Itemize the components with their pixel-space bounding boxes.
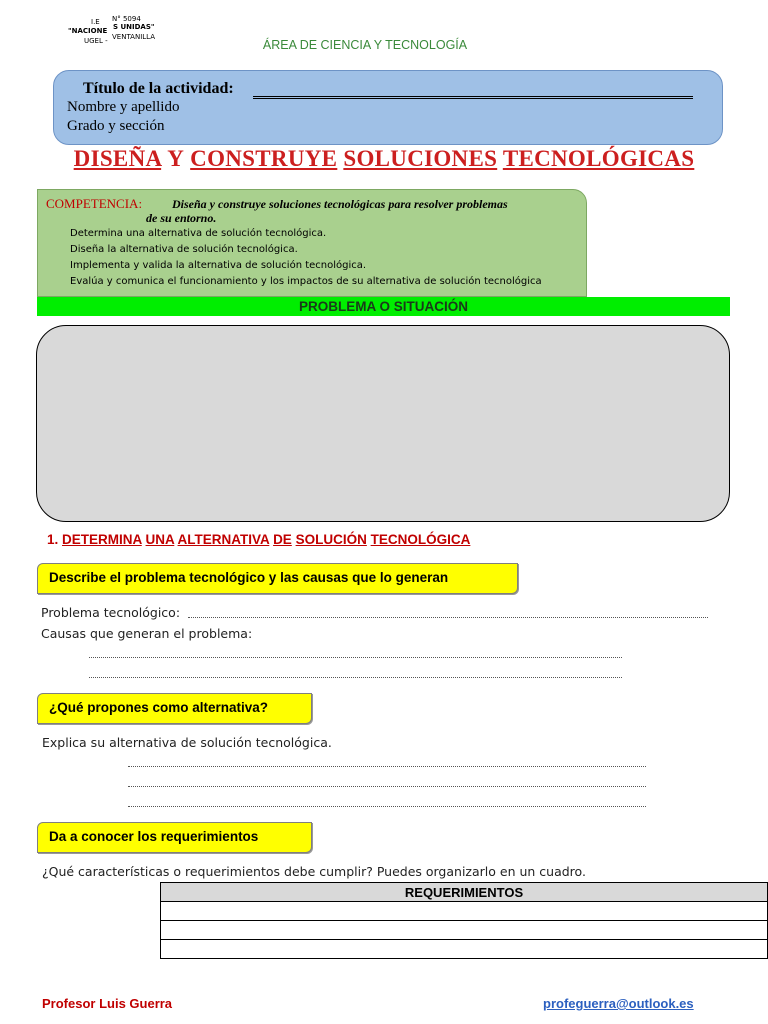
cause-answer-line[interactable] — [89, 677, 622, 678]
footer-email-link[interactable]: profeguerra@outlook.es — [543, 996, 694, 1011]
requirements-tag: Da a conocer los requerimientos — [37, 822, 312, 853]
section-1-heading: 1. DETERMINA UNA ALTERNATIVA DE SOLUCIÓN TECNOLÓGICA — [47, 532, 471, 547]
area-title: ÁREA DE CIENCIA Y TECNOLOGÍA — [262, 38, 468, 52]
competence-text-1: Diseña y construye soluciones tecnológicas para resolver problemas — [172, 197, 508, 211]
table-row[interactable] — [161, 921, 768, 940]
heading-word: Y — [167, 146, 185, 171]
table-row[interactable] — [161, 940, 768, 959]
cause-answer-line[interactable] — [89, 657, 622, 658]
situation-text-area[interactable] — [36, 325, 730, 522]
competence-label: COMPETENCIA: — [46, 196, 143, 211]
heading-word: SOLUCIONES — [343, 146, 498, 171]
activity-title-label: Título de la actividad: — [83, 80, 234, 97]
school-ugel: UGEL - — [84, 37, 108, 45]
competence-text-2: de su entorno. — [146, 211, 217, 225]
competence-item: Implementa y valida la alternativa de solución tecnológica. — [70, 260, 367, 271]
competence-item: Diseña la alternativa de solución tecnológica. — [70, 244, 298, 255]
competence-item: Determina una alternativa de solución tecnológica. — [70, 228, 327, 239]
school-name-2: S UNIDAS" — [113, 23, 155, 31]
requirements-question: ¿Qué características o requerimientos debe cumplir? Puedes organizarlo en un cuadro. — [42, 864, 586, 879]
school-ie: I.E — [91, 18, 100, 26]
heading-word: TECNOLÓGICAS — [502, 146, 695, 171]
problem-answer-line[interactable] — [188, 617, 708, 618]
problem-label: Problema tecnológico: — [41, 605, 181, 620]
activity-title-line[interactable] — [253, 96, 693, 99]
explain-answer-line[interactable] — [128, 766, 646, 767]
school-number: N° 5094 — [112, 15, 141, 23]
explain-label: Explica su alternativa de solución tecnológica. — [42, 735, 332, 750]
explain-answer-line[interactable] — [128, 806, 646, 807]
requirements-table-header: REQUERIMIENTOS — [161, 883, 768, 902]
school-name-1: "NACIONE — [68, 27, 108, 35]
describe-problem-tag: Describe el problema tecnológico y las causas que lo generan — [37, 563, 518, 594]
causes-label: Causas que generan el problema: — [41, 626, 253, 641]
explain-answer-line[interactable] — [128, 786, 646, 787]
footer-teacher: Profesor Luis Guerra — [42, 996, 173, 1011]
school-district: VENTANILLA — [112, 33, 156, 41]
heading-word: CONSTRUYE — [190, 146, 338, 171]
name-label: Nombre y apellido — [67, 99, 180, 115]
propose-tag: ¿Qué propones como alternativa? — [37, 693, 312, 724]
competence-item: Evalúa y comunica el funcionamiento y los impactos de su alternativa de solución tecnológica — [70, 276, 542, 287]
requirements-table — [160, 882, 768, 959]
main-heading — [0, 146, 768, 172]
heading-word: DISEÑA — [73, 146, 162, 171]
grade-label: Grado y sección — [67, 118, 165, 134]
table-row[interactable] — [161, 902, 768, 921]
problem-situation-bar: PROBLEMA O SITUACIÓN — [37, 297, 730, 316]
